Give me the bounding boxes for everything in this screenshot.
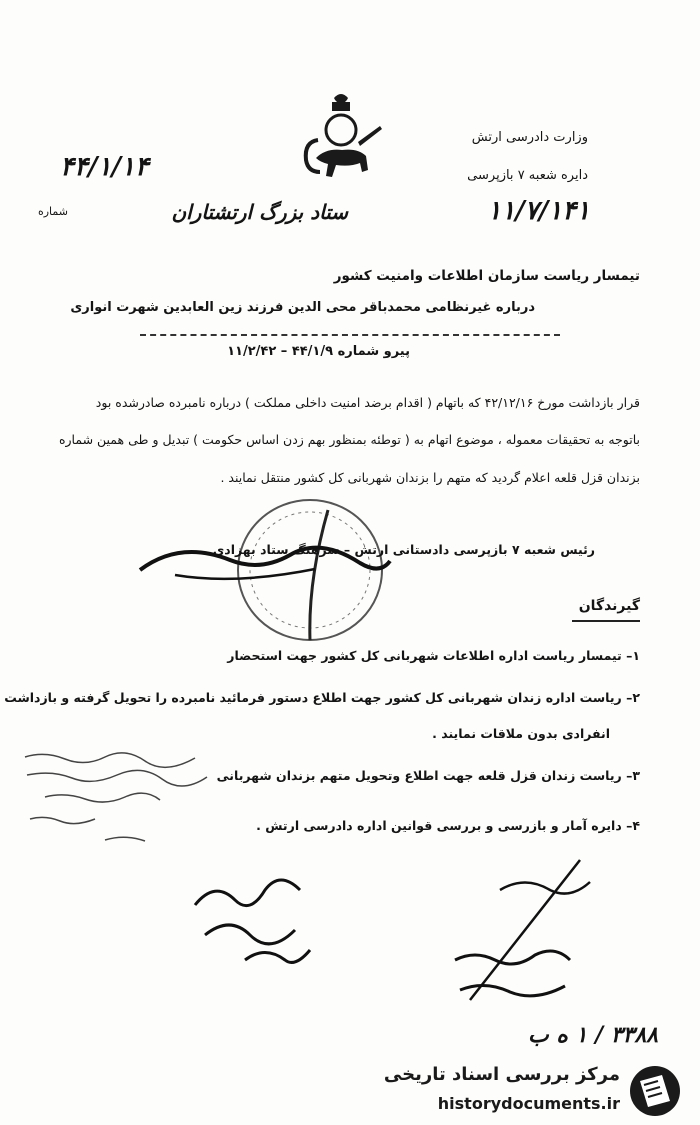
handwritten-date: ۴۴/۱/۱۴ <box>60 152 149 182</box>
body-line-3: بزندان قزل قلعه اعلام گردید که متهم را بزندان شهربانی کل کشور منتقل نمایند . <box>220 470 640 485</box>
lion-and-sun-emblem-icon <box>296 90 386 185</box>
watermark-url: historydocuments.ir <box>437 1094 620 1113</box>
number-label: شماره <box>37 205 68 218</box>
recipient-item-3: ۳– ریاست زندان قزل قلعه جهت اطلاع وتحویل متهم بزندان شهربانی <box>216 768 640 783</box>
watermark-title: مرکز بررسی اسناد تاریخی <box>383 1064 620 1085</box>
recipients-heading-underline <box>572 620 640 622</box>
number-value: ۱۱/۷/۱۴۱ <box>487 196 590 226</box>
org-name: ستاد بزرگ ارتشتاران <box>171 200 348 224</box>
recipient-item-4: ۴– دایره آمار و بازرسی و بررسی قوانین اداره دادرسی ارتش . <box>256 818 640 833</box>
ministry-line: وزارت دادرسی ارتش <box>471 130 588 145</box>
reference-line: پیرو شماره ۴۴/۱/۹ – ۱۱/۲/۴۲ <box>227 344 410 359</box>
recipient: تیمسار ریاست سازمان اطلاعات وامنیت کشور <box>333 268 640 284</box>
bottom-reference-number: ۳۳۸۸ / ۱ ه ب <box>527 1022 658 1048</box>
recipient-item-2-cont: انفرادی بدون ملاقات نمایند . <box>432 726 610 741</box>
body-line-2: باتوجه به تحقیقات معموله ، موضوع اتهام به ( توطئه بمنظور بهم زدن اساس حکومت ) تبدیل و طی همین شماره <box>58 432 640 447</box>
dept-line: دایره شعبه ۷ بازپرسی <box>467 168 588 183</box>
recipient-item-1: ۱– تیمسار ریاست اداره اطلاعات شهربانی کل کشور جهت استحضار <box>227 648 640 663</box>
handwritten-signature <box>135 530 395 590</box>
archive-logo-icon <box>624 1063 686 1119</box>
body-line-1: قرار بازداشت مورخ ۴۲/۱۲/۱۶ که باتهام ( اقدام برضد امنیت داخلی مملکت ) درباره نامبرده صادرشده بود <box>95 395 640 410</box>
recipient-item-2: ۲– ریاست اداره زندان شهربانی کل کشور جهت اطلاع دستور فرمائید نامبرده را تحویل گرفته و بازداشت <box>4 690 640 705</box>
subject-line: درباره غیرنظامی محمدباقر محی الدین فرزند زین العابدین شهرت انواری <box>70 300 535 315</box>
signature-line: رئیس شعبه ۷ بازپرسی دادستانی ارتش – سرهنگ ستاد بهزادی <box>212 542 595 557</box>
margin-handwritten-note <box>15 745 220 855</box>
recipients-heading: گیرندگان <box>578 598 640 614</box>
bottom-right-handwritten-annotation <box>440 850 620 1020</box>
subject-underline <box>140 334 560 336</box>
bottom-left-handwritten-annotation <box>185 875 335 985</box>
